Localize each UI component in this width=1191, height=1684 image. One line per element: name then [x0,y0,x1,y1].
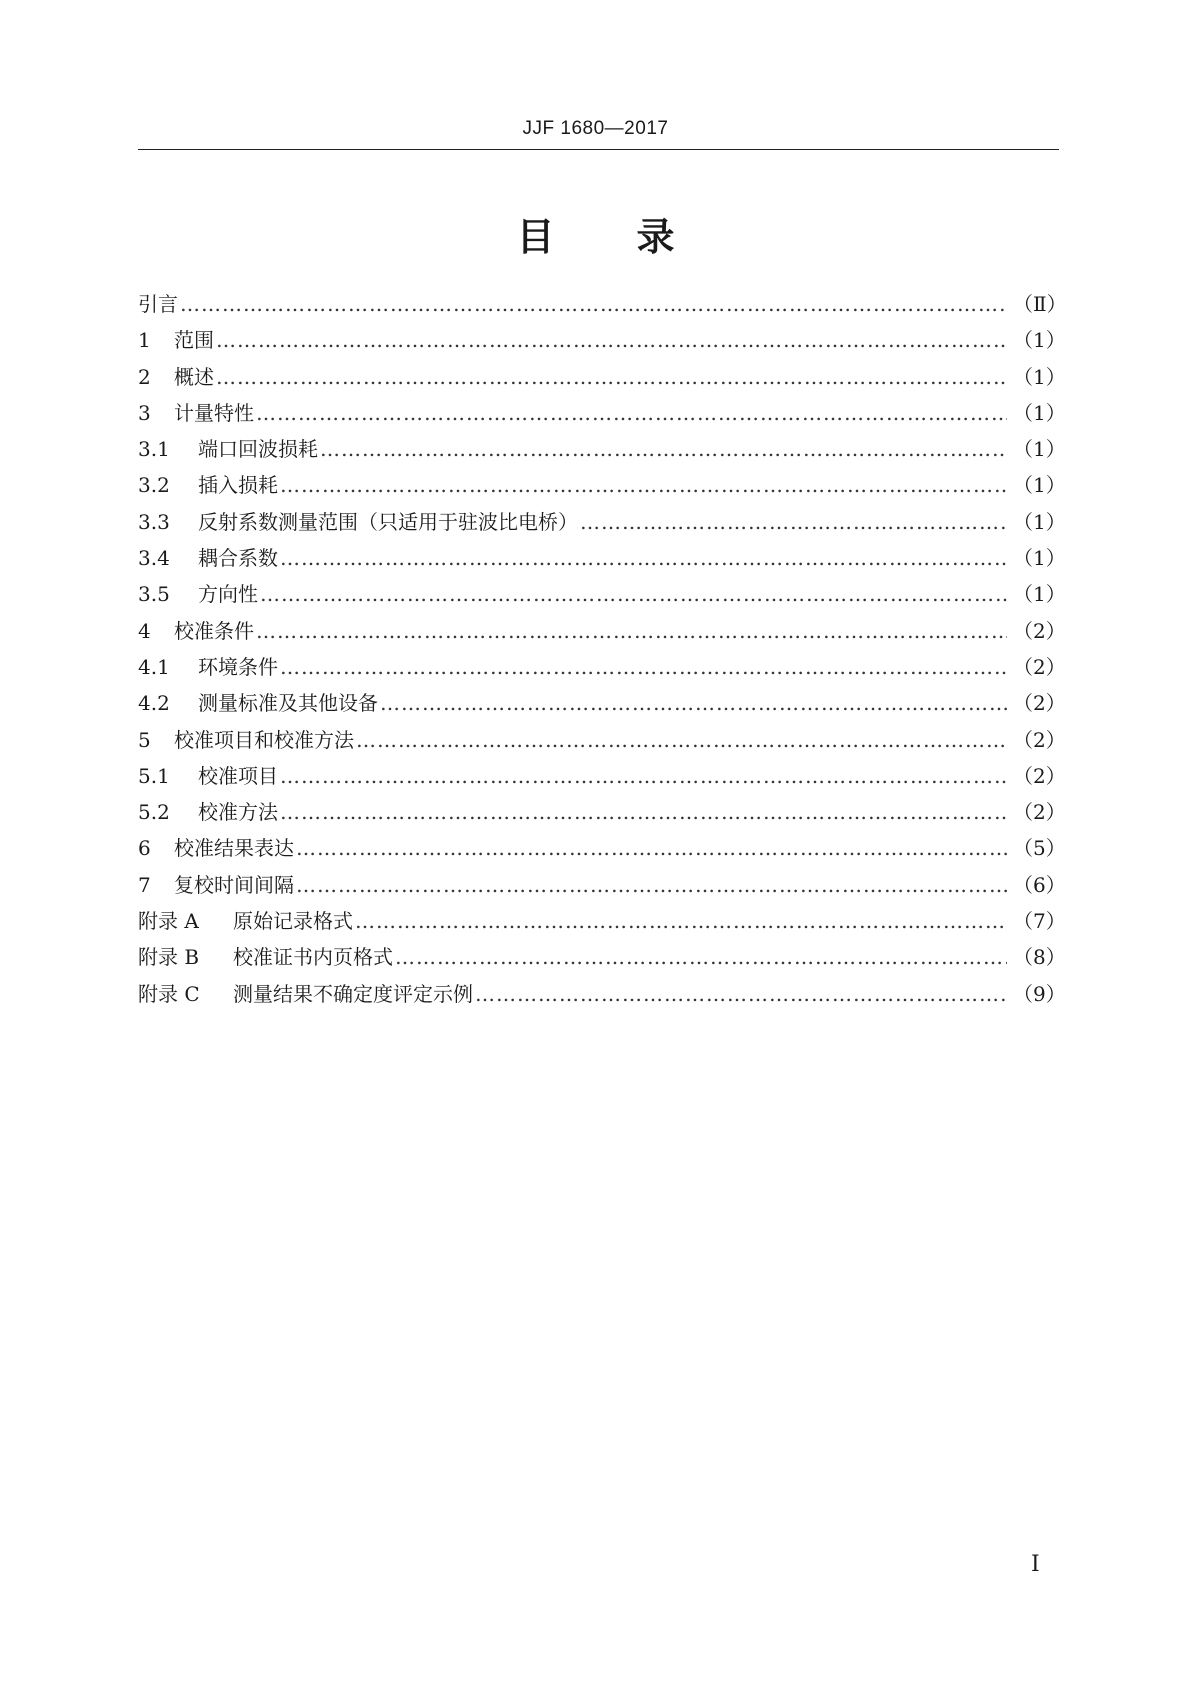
toc-entry-page: （2） [1013,763,1066,788]
toc-entry[interactable] [138,467,1066,503]
toc-entry-page: （1） [1013,364,1066,389]
toc-entry-label: 方向性 [198,582,258,607]
toc-entry[interactable] [138,504,1066,540]
toc-entry[interactable] [138,322,1066,358]
toc-entry-label: 耦合系数 [198,546,278,571]
dot-leader [356,722,1007,758]
toc-entry[interactable] [138,903,1066,939]
toc-entry-page: （1） [1013,546,1066,571]
toc-entry-number: 6 [138,836,151,861]
toc-entry[interactable] [138,830,1066,866]
toc-entry-page: （1） [1013,582,1066,607]
page-number: Ⅰ [1031,1552,1040,1577]
toc-entry-label: 范围 [174,328,214,353]
toc-entry-page: （2） [1013,800,1066,825]
toc-entry-label: 引言 [138,292,178,316]
dot-leader [380,685,1007,721]
toc-entry-page: （2） [1013,618,1066,643]
dot-leader [395,939,1007,975]
toc-entry-number: 4.2 [138,691,170,716]
toc-entry[interactable] [138,576,1066,612]
toc-entry-page: （2） [1013,727,1066,752]
toc-entry-page: （1） [1013,328,1066,353]
toc-entry-label: 校准结果表达 [174,836,294,861]
toc-entry[interactable] [138,431,1066,467]
toc-entry-label: 测量标准及其他设备 [198,691,378,716]
toc-entry-page: （9） [1013,981,1066,1006]
toc-entry-number: 7 [138,872,151,897]
toc-entry-page: （2） [1013,691,1066,716]
toc-entry-number: 附录 B [138,945,200,970]
toc-entry-number: 3 [138,400,151,425]
toc-entry-number: 2 [138,364,151,389]
toc-entry-page: （6） [1013,872,1066,897]
toc-entry-number: 1 [138,328,151,353]
toc-entry-number: 3.1 [138,437,170,462]
toc-entry-page: （1） [1013,509,1066,534]
toc-entry[interactable] [138,867,1066,903]
toc-entry[interactable] [138,649,1066,685]
dot-leader [475,976,1007,1012]
dot-leader [180,286,1007,322]
toc-entry-page: （Ⅱ） [1013,292,1067,316]
dot-leader [320,431,1007,467]
dot-leader [580,504,1007,540]
toc-entry-label: 校准条件 [174,618,254,643]
toc-entry[interactable] [138,758,1066,794]
toc-entry[interactable] [138,976,1066,1012]
toc-entry[interactable] [138,359,1066,395]
table-of-contents [138,286,1067,1012]
toc-entry-page: （2） [1013,654,1066,679]
header-rule [138,149,1059,150]
toc-entry[interactable] [138,939,1066,975]
toc-entry-page: （7） [1013,909,1066,934]
toc-entry-label: 复校时间间隔 [174,872,294,897]
toc-entry-label: 计量特性 [174,400,254,425]
dot-leader [256,613,1007,649]
toc-entry-number: 5.1 [138,763,170,788]
toc-entry-number: 4.1 [138,654,170,679]
dot-leader [355,903,1007,939]
dot-leader [296,830,1007,866]
toc-entry-label: 校准证书内页格式 [233,945,393,970]
toc-entry[interactable] [138,395,1066,431]
toc-entry-label: 环境条件 [198,654,278,679]
dot-leader [280,649,1007,685]
toc-entry-number: 3.3 [138,509,170,534]
running-header: JJF 1680—2017 [522,118,669,139]
dot-leader [280,540,1007,576]
toc-entry-page: （1） [1013,400,1066,425]
toc-entry-number: 5 [138,727,151,752]
toc-entry-label: 概述 [174,364,214,389]
page-title [0,206,1191,261]
toc-entry[interactable] [138,685,1066,721]
dot-leader [280,794,1007,830]
dot-leader [256,395,1007,431]
toc-entry-label: 校准项目和校准方法 [174,727,354,752]
toc-entry-number: 附录 A [138,909,199,934]
toc-entry-page: （1） [1013,437,1066,462]
toc-entry[interactable] [138,540,1066,576]
toc-entry-page: （5） [1013,836,1066,861]
dot-leader [216,322,1007,358]
toc-entry-label: 测量结果不确定度评定示例 [233,981,473,1006]
dot-leader [216,359,1007,395]
toc-entry-number: 4 [138,618,151,643]
toc-entry[interactable] [138,722,1066,758]
toc-entry-label: 端口回波损耗 [198,437,318,462]
toc-entry-label: 校准方法 [198,800,278,825]
toc-entry-number: 3.5 [138,582,170,607]
toc-entry-label: 反射系数测量范围（只适用于驻波比电桥） [198,509,578,534]
dot-leader [296,867,1007,903]
toc-entry-number: 5.2 [138,800,170,825]
toc-entry-label: 校准项目 [198,763,278,788]
title-char-1: 目 [516,215,555,259]
dot-leader [280,467,1007,503]
dot-leader [280,758,1007,794]
toc-entry-label: 原始记录格式 [233,909,353,934]
toc-entry[interactable] [138,286,1067,322]
toc-entry-number: 附录 C [138,981,200,1006]
toc-entry-number: 3.2 [138,473,170,498]
toc-entry-label: 插入损耗 [198,473,278,498]
toc-entry-number: 3.4 [138,546,170,571]
title-char-2: 录 [636,215,675,259]
dot-leader [260,576,1007,612]
toc-entry-page: （8） [1013,945,1066,970]
toc-entry[interactable] [138,613,1066,649]
toc-entry-page: （1） [1013,473,1066,498]
toc-entry[interactable] [138,794,1066,830]
